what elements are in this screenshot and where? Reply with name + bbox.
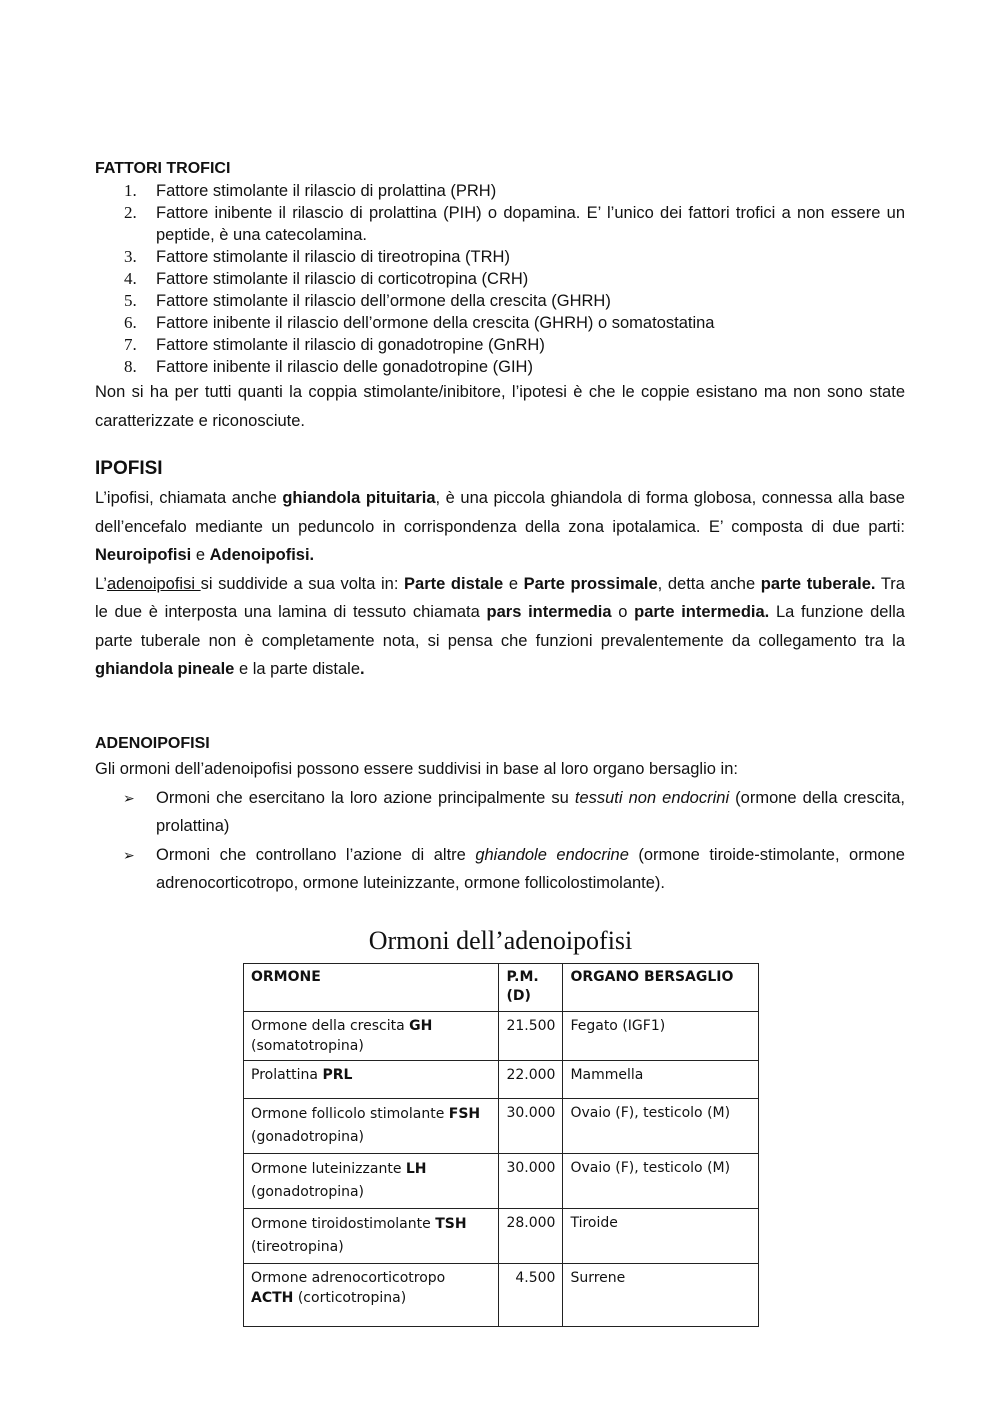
text-run: Ormoni che controllano l’azione di altre (156, 845, 476, 864)
text-run: Ormone follicolo stimolante (251, 1106, 449, 1122)
text-run-bold: pars intermedia (486, 603, 612, 621)
list-text: Fattore stimolante il rilascio di corticotropina (CRH) (156, 270, 529, 288)
table-row (244, 1264, 759, 1327)
fattori-trofici-list (95, 180, 905, 378)
text-run: La funzione della parte tuberale non è completamente nota, si pensa che funzioni prevalentemente da collegamento tra la (95, 603, 905, 650)
list-text: Fattore stimolante il rilascio dell’ormone della crescita (GHRH) (156, 292, 611, 310)
target-cell: Ovaio (F), testicolo (M) (563, 1154, 759, 1209)
text-run-italic: tessuti non endocrini (574, 788, 730, 807)
table-row (244, 1099, 759, 1154)
text-run-bold: Neuroipofisi (95, 546, 192, 564)
text-run: Prolattina (251, 1067, 323, 1083)
ormone-abbr: GH (409, 1018, 433, 1034)
fattori-trofici-section (95, 158, 905, 435)
list-item (95, 312, 905, 334)
ormone-abbr: ACTH (251, 1290, 294, 1306)
text-run-italic: ghiandole endocrine (475, 845, 629, 864)
list-number: 6. (124, 313, 137, 332)
table-header-row (244, 964, 759, 1012)
text-run: L’ipofisi, chiamata anche (95, 489, 283, 507)
column-header-pm: P.M. (D) (499, 964, 563, 1012)
list-text: Fattore stimolante il rilascio di prolattina (PRH) (156, 182, 497, 200)
text-run: , è una piccola ghiandola di forma globosa, connessa alla base dell’encefalo mediante un peduncolo in corrispondenza della zona ipotalamica. E’ composta di due parti: (95, 489, 905, 536)
text-run: L’ (95, 574, 107, 593)
table-title: Ormoni dell’adenoipofisi (368, 926, 633, 955)
text-run: (ormone tiroide-stimolante, ormone adrenocorticotropo, ormone luteinizzante, ormone follicolostimolante). (156, 845, 905, 892)
list-text: Fattore inibente il rilascio delle gonadotropine (GIH) (156, 358, 533, 376)
ormone-cell (244, 1099, 499, 1154)
text-run: e (191, 546, 210, 564)
text-run: Ormone della crescita (251, 1018, 410, 1034)
fattori-trofici-note: Non si ha per tutti quanti la coppia stimolante/inibitore, l’ipotesi è che le coppie esistano ma non sono state caratterizzate e riconosciute. (95, 383, 905, 430)
list-number: 8. (124, 357, 137, 376)
list-number: 5. (124, 291, 137, 310)
ormone-cell (244, 1012, 499, 1061)
target-cell: Surrene (563, 1264, 759, 1327)
list-number: 3. (124, 247, 137, 266)
list-number: 7. (124, 335, 137, 354)
target-cell: Tiroide (563, 1209, 759, 1264)
arrow-bullet-icon: ➢ (123, 846, 135, 863)
list-item (95, 180, 905, 202)
list-item (95, 246, 905, 268)
text-run-underlined: adenoipofisi (106, 574, 201, 593)
ipofisi-paragraph-1 (95, 484, 905, 570)
text-run-bold: ghiandola pituitaria (282, 489, 436, 507)
ormone-abbr: TSH (435, 1216, 467, 1232)
text-run: e (503, 574, 524, 593)
ormone-cell (244, 1209, 499, 1264)
ipofisi-heading: IPOFISI (95, 458, 163, 479)
list-item (95, 334, 905, 356)
text-run: e la parte distale (234, 660, 361, 678)
text-run: Ormone adrenocorticotropo (251, 1270, 446, 1286)
text-run: (corticotropina) (293, 1290, 407, 1306)
text-run-bold: parte intermedia. (634, 603, 770, 621)
text-run-bold: Parte prossimale (523, 574, 658, 593)
target-cell: Mammella (563, 1061, 759, 1099)
text-run-bold: . (360, 660, 365, 678)
text-run: o (611, 603, 635, 621)
pm-cell: 22.000 (499, 1061, 563, 1099)
text-run: (tireotropina) (251, 1239, 344, 1255)
list-number: 2. (124, 203, 137, 222)
list-item (95, 202, 905, 246)
table-row (244, 1012, 759, 1061)
text-run: (gonadotropina) (251, 1184, 365, 1200)
text-run: Tra le due è interposta una lamina di tessuto chiamata (95, 574, 905, 621)
list-number: 1. (124, 181, 137, 200)
pm-cell: 30.000 (499, 1154, 563, 1209)
target-cell: Ovaio (F), testicolo (M) (563, 1099, 759, 1154)
ormone-abbr: LH (405, 1161, 427, 1177)
text-run: Ormone luteinizzante (251, 1161, 406, 1177)
ormoni-table (243, 963, 759, 1327)
text-run: (ormone della crescita, prolattina) (156, 788, 905, 835)
table-row (244, 1061, 759, 1099)
text-run: Ormoni che esercitano la loro azione principalmente su (156, 788, 575, 807)
list-item (95, 268, 905, 290)
list-item (95, 784, 905, 841)
fattori-trofici-heading: FATTORI TROFICI (95, 160, 231, 177)
table-row (244, 1154, 759, 1209)
list-number: 4. (124, 269, 137, 288)
text-run: Ormone tiroidostimolante (251, 1216, 436, 1232)
ormone-abbr: PRL (322, 1067, 353, 1083)
text-run-bold: Adenoipofisi. (209, 546, 315, 564)
adenoipofisi-bullet-list (95, 784, 905, 898)
ormone-abbr: FSH (448, 1106, 481, 1122)
arrow-bullet-icon: ➢ (123, 789, 135, 806)
list-item (95, 356, 905, 378)
list-text: Fattore inibente il rilascio dell’ormone della crescita (GHRH) o somatostatina (156, 314, 715, 332)
text-run: (gonadotropina) (251, 1129, 365, 1145)
column-header-ormone: ORMONE (244, 964, 499, 1012)
adenoipofisi-heading: ADENOIPOFISI (95, 735, 210, 752)
ipofisi-section (95, 456, 905, 684)
list-text: Fattore inibente il rilascio di prolattina (PIH) o dopamina. E’ l’unico dei fattori trofici a non essere un peptide, è una catecolamina. (156, 204, 905, 244)
ormone-cell (244, 1061, 499, 1099)
list-text: Fattore stimolante il rilascio di gonadotropine (GnRH) (156, 336, 545, 354)
list-item (95, 841, 905, 898)
text-run-bold: Parte distale (404, 574, 504, 593)
list-text: Fattore stimolante il rilascio di tireotropina (TRH) (156, 248, 510, 266)
table-row (244, 1209, 759, 1264)
text-run-bold: ghiandola pineale (95, 660, 235, 678)
ormone-cell (244, 1154, 499, 1209)
text-run: (somatotropina) (251, 1038, 364, 1054)
ormone-cell (244, 1264, 499, 1327)
adenoipofisi-section (95, 733, 905, 898)
target-cell: Fegato (IGF1) (563, 1012, 759, 1061)
pm-cell: 21.500 (499, 1012, 563, 1061)
adenoipofisi-intro: Gli ormoni dell’adenoipofisi possono essere suddivisi in base al loro organo bersaglio in: (95, 760, 738, 778)
list-item (95, 290, 905, 312)
text-run: si suddivide a sua volta in: (200, 574, 405, 593)
pm-cell: 28.000 (499, 1209, 563, 1264)
text-run: , detta anche (657, 574, 761, 593)
text-run-bold: parte tuberale. (760, 574, 876, 593)
pm-cell: 4.500 (499, 1264, 563, 1327)
ipofisi-paragraph-2 (95, 570, 905, 684)
column-header-organo: ORGANO BERSAGLIO (563, 964, 759, 1012)
pm-cell: 30.000 (499, 1099, 563, 1154)
